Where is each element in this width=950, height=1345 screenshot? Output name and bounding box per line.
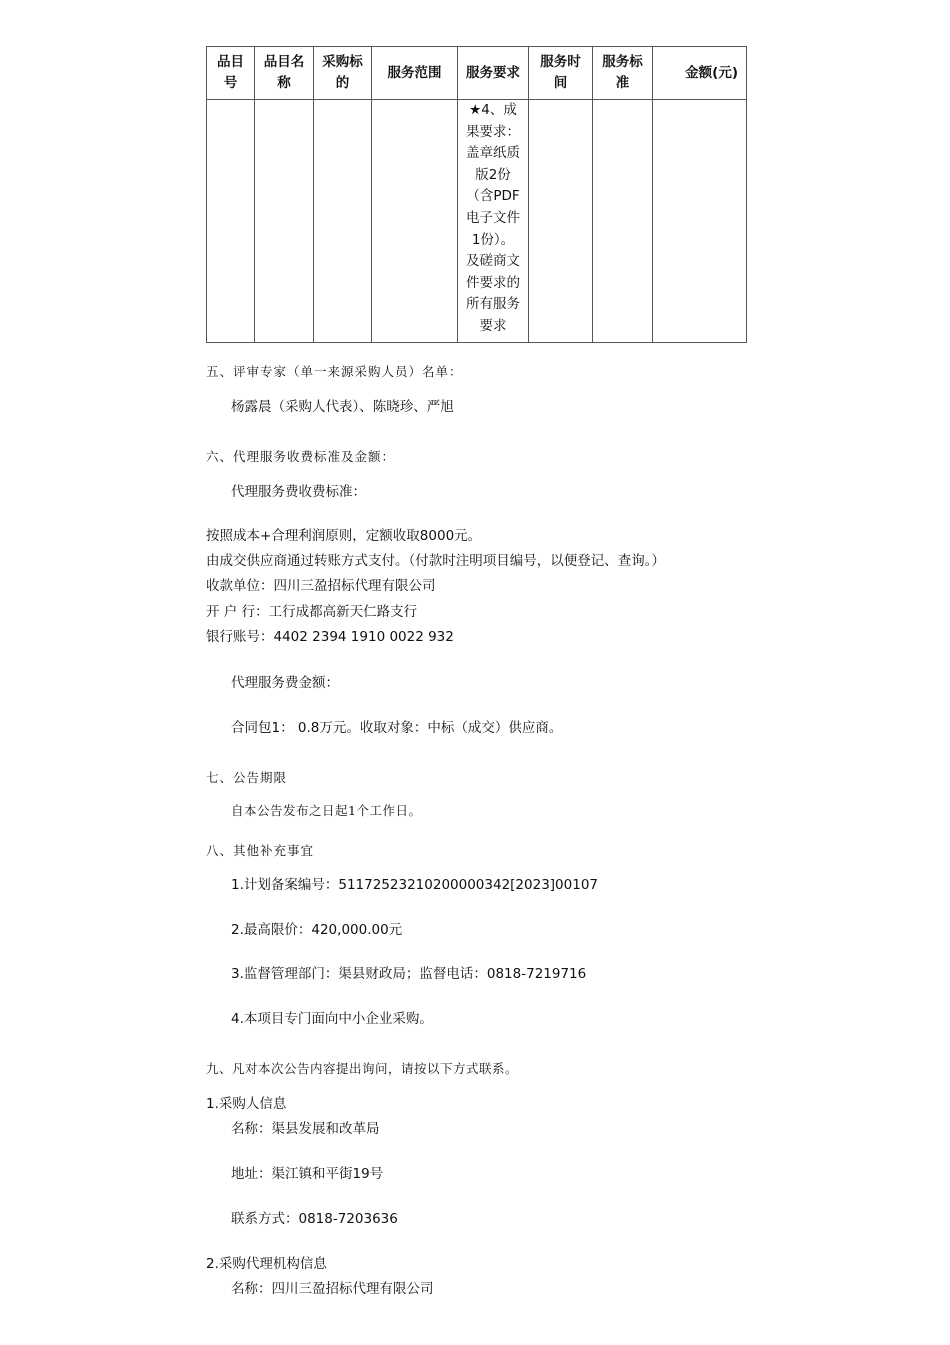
- procurement-items-table: [206, 46, 747, 343]
- agency-name: 名称：四川三盈招标代理有限公司: [231, 1281, 434, 1297]
- cell-item-name: [255, 100, 314, 343]
- service-requirement-line: （含PDF: [466, 188, 520, 205]
- header-amount: 金额(元): [653, 47, 747, 100]
- section5-heading: 五、评审专家（单一来源采购人员）名单：: [206, 364, 463, 379]
- service-requirement-line: 所有服务: [466, 296, 520, 313]
- cell-target: [314, 100, 372, 343]
- cell-item-no: [207, 100, 255, 343]
- service-requirement-line: 及磋商文: [466, 253, 520, 270]
- header-scope: 服务范围: [372, 47, 458, 100]
- service-requirement-line: ★4、成: [469, 102, 517, 118]
- header-target: 采购标 的: [314, 47, 372, 100]
- sme-note: 4.本项目专门面向中小企业采购。: [231, 1011, 433, 1027]
- section9-heading: 九、凡对本次公告内容提出询问，请按以下方式联系。: [206, 1061, 519, 1076]
- cell-service-standard: [593, 100, 653, 343]
- header-service-time: 服务时 间: [529, 47, 593, 100]
- table-header-row: [207, 47, 747, 100]
- section7-heading: 七、公告期限: [206, 770, 288, 785]
- purchaser-title: 1.采购人信息: [206, 1096, 287, 1112]
- purchaser-name: 名称：渠县发展和改革局: [231, 1121, 380, 1137]
- fee-amount-label: 代理服务费金额：: [231, 675, 339, 691]
- experts-list: 杨露晨（采购人代表）、陈晓珍、严旭: [231, 399, 454, 415]
- account-number: 银行账号：4402 2394 1910 0022 932: [206, 629, 454, 645]
- agency-title: 2.采购代理机构信息: [206, 1256, 327, 1272]
- header-item-no: 品目 号: [207, 47, 255, 100]
- service-requirement-line: 盖章纸质: [466, 145, 520, 162]
- fee-amount-text: 合同包1： 0.8万元。收取对象：中标（成交）供应商。: [231, 720, 563, 736]
- payee: 收款单位：四川三盈招标代理有限公司: [206, 578, 436, 594]
- payment-text: 由成交供应商通过转账方式支付。（付款时注明项目编号，以便登记、查询。）: [206, 553, 665, 569]
- service-requirement-line: 电子文件: [466, 209, 520, 226]
- purchaser-contact: 联系方式：0818-7203636: [231, 1211, 398, 1227]
- cell-amount: [653, 100, 747, 343]
- cell-scope: [372, 100, 458, 343]
- table-row: [207, 100, 747, 343]
- purchaser-address: 地址：渠江镇和平街19号: [231, 1166, 384, 1182]
- service-requirement-line: 要求: [479, 317, 507, 334]
- plan-record-number: 1.计划备案编号：511725232102000003​42[2023]00107: [231, 877, 598, 893]
- header-service-requirements: 服务要求: [458, 47, 529, 100]
- fee-standard-label: 代理服务费收费标准：: [231, 484, 366, 500]
- service-requirement-line: 件要求的: [466, 274, 520, 291]
- max-price: 2.最高限价：420,000.00元: [231, 922, 403, 938]
- service-requirement-line: 1份）。: [471, 231, 515, 248]
- service-requirement-line: 版2份: [475, 166, 511, 183]
- header-service-standard: 服务标 准: [593, 47, 653, 100]
- cell-service-time: [529, 100, 593, 343]
- cell-service-requirements: [458, 100, 529, 343]
- fee-standard-text: 按照成本+合理利润原则，定额收取8000元。: [206, 528, 482, 544]
- section8-heading: 八、其他补充事宜: [206, 843, 315, 858]
- service-requirement-line: 果要求：: [466, 123, 520, 140]
- bank: 开 户 行：工行成都高新天仁路支行: [206, 604, 418, 620]
- header-item-name: 品目名 称: [255, 47, 314, 100]
- section6-heading: 六、代理服务收费标准及金额：: [206, 449, 396, 464]
- notice-period-text: 自本公告发布之日起1个工作日。: [231, 803, 422, 818]
- supervision-dept: 3.监督管理部门：渠县财政局；监督电话：0818-7219716: [231, 966, 587, 982]
